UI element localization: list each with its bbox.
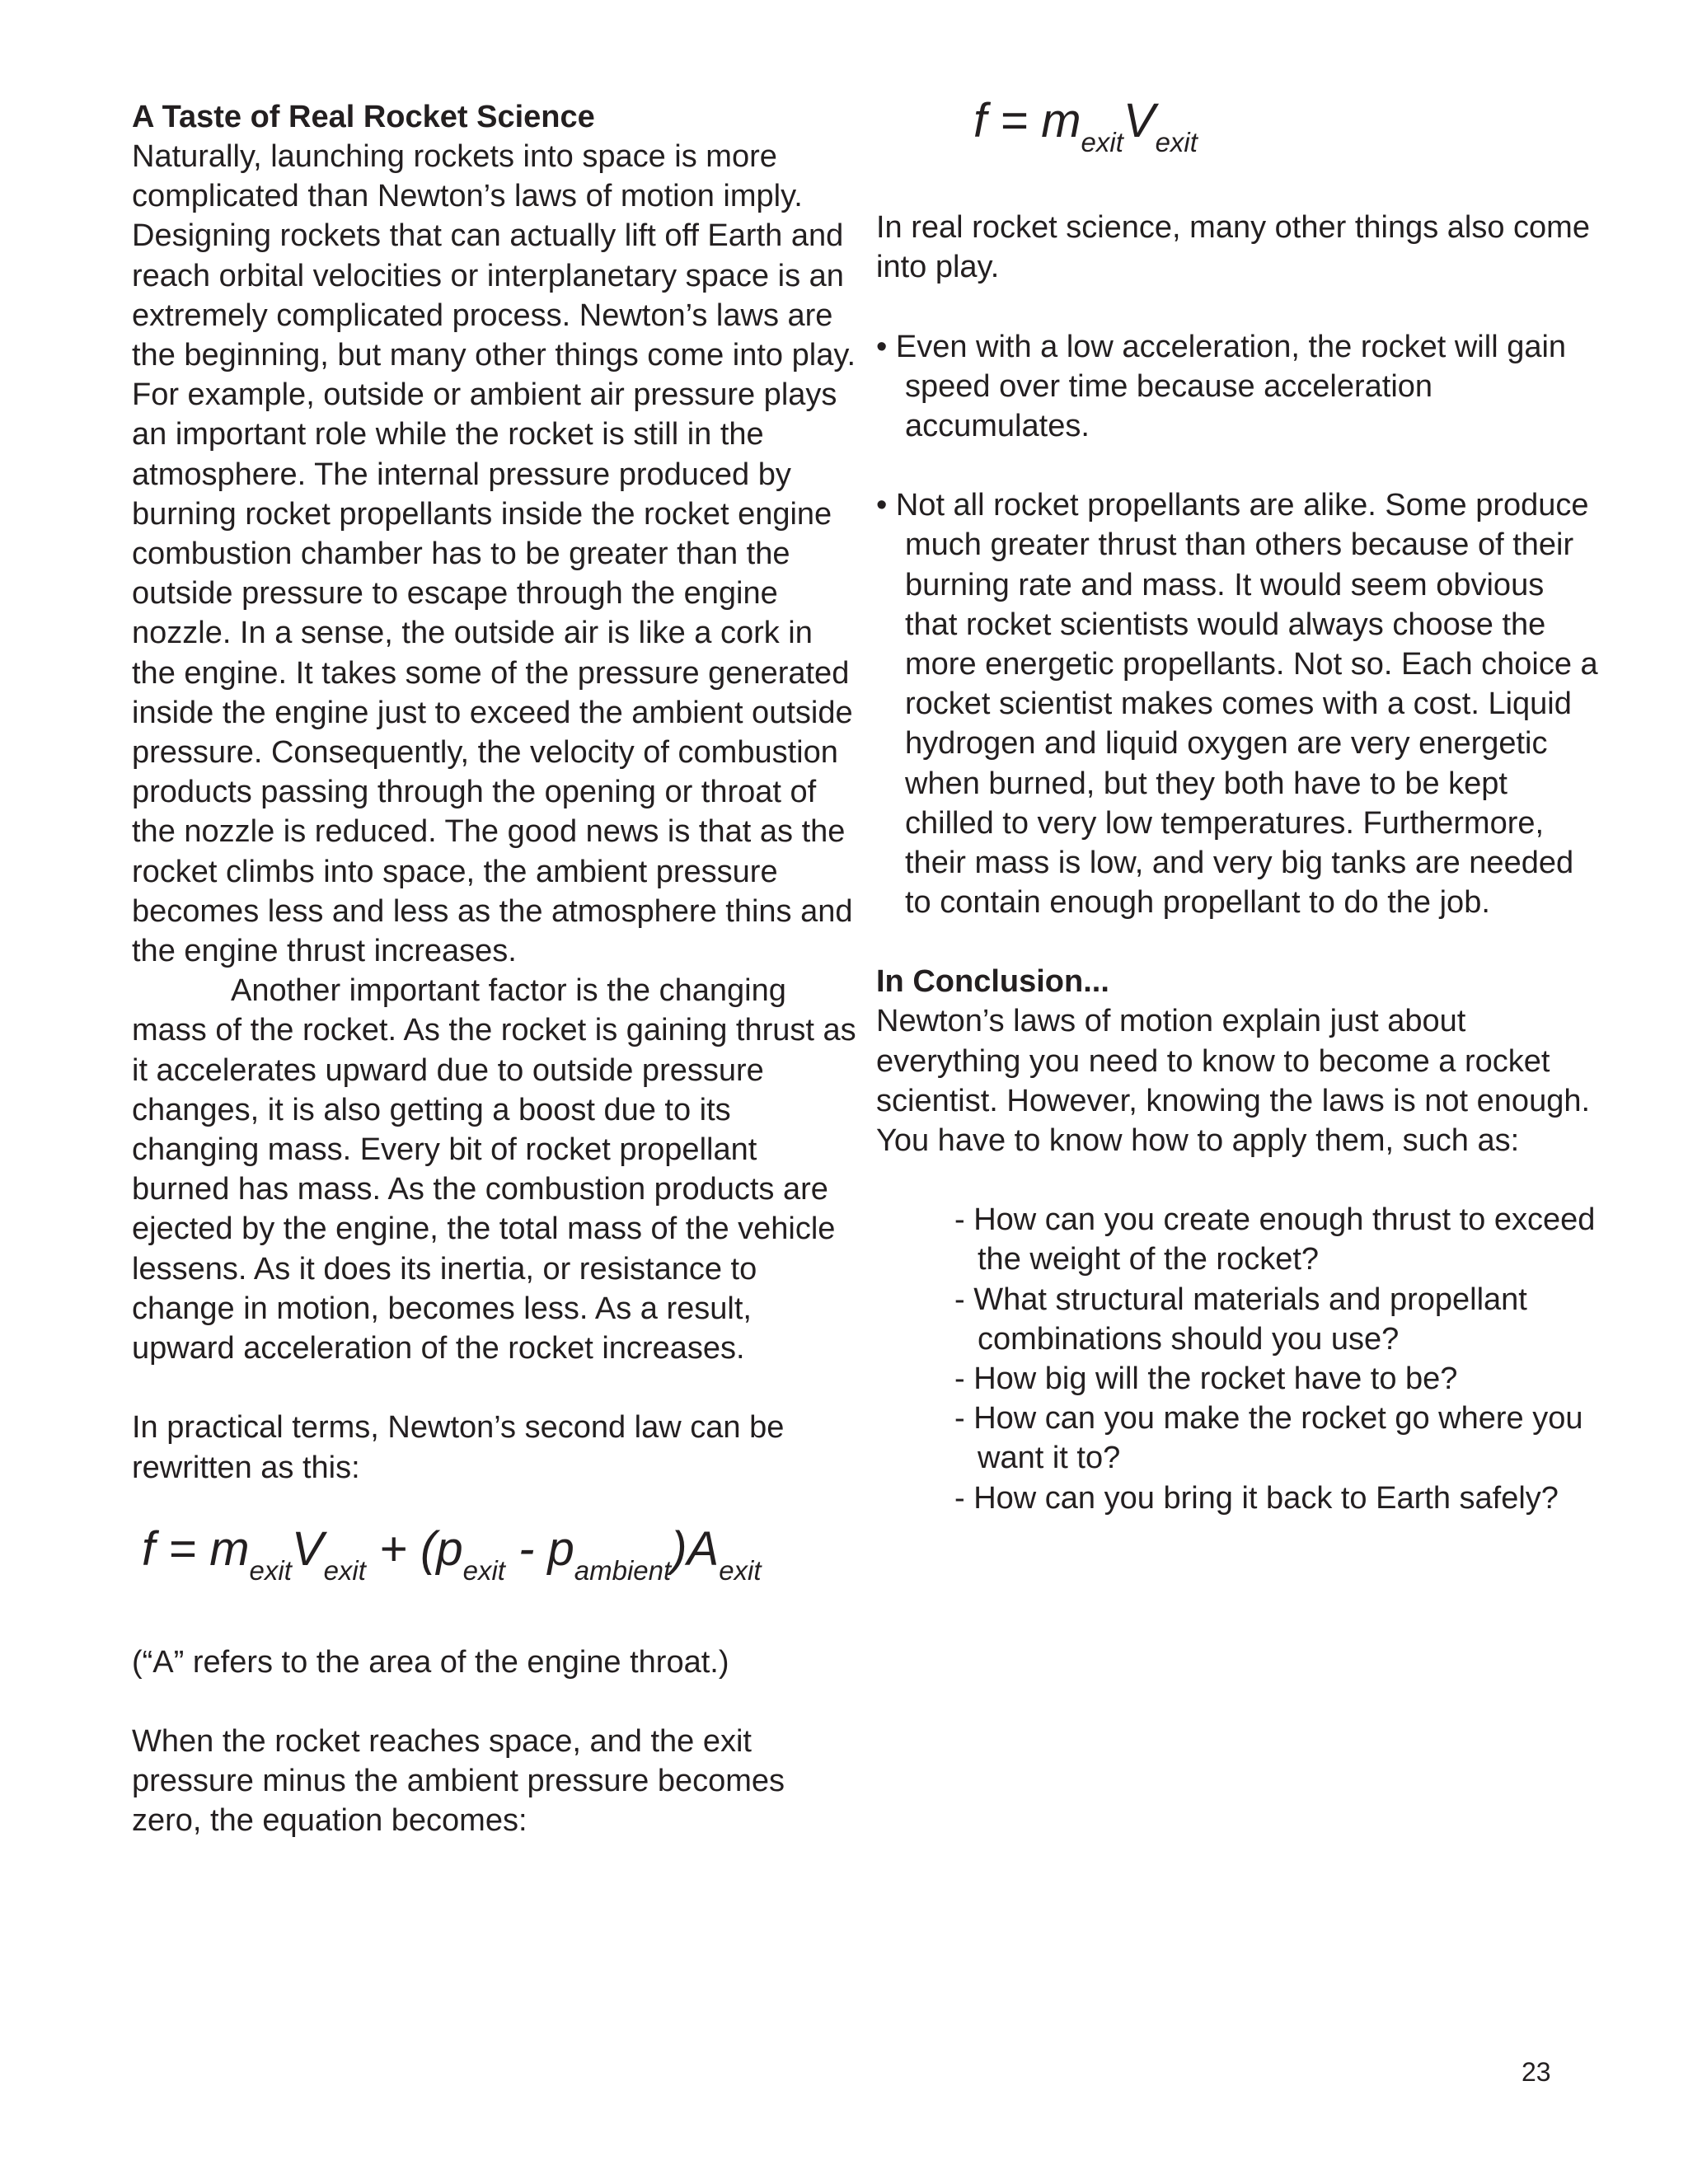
- eq2-sub-exit: exit: [1155, 127, 1198, 158]
- eq1-lead: f = m: [142, 1521, 250, 1576]
- eq1-sub-exit: exit: [719, 1554, 762, 1586]
- eq1-minus-p: - p: [504, 1521, 574, 1576]
- eq1-sub-exit: exit: [462, 1554, 505, 1586]
- bullet-item: • Not all rocket propellants are alike. Some produce much greater thrust than others because of their burning rate and mass. It would seem obvious that rocket scientists would always choose the more energetic propellants. Not so. Each choice a rocket scientist makes comes with a cost. Liquid hydrogen and liquid oxygen are very energetic when burned, but they both have to be kept chilled to very low temperatures. Furthermore, their mass is low, and very big tanks are needed to contain enough propellant to do the job.: [876, 488, 1598, 921]
- paragraph-space-equation: When the rocket reaches space, and the exit pressure minus the ambient pressure becomes zero, the equation becomes:: [132, 1724, 785, 1839]
- eq2-velocity: V: [1123, 94, 1156, 148]
- question-item: - What structural materials and propellant combinations should you use?: [954, 1282, 1527, 1357]
- paragraph-area-note: (“A” refers to the area of the engine throat.): [132, 1644, 729, 1680]
- bullet-list: [876, 327, 1601, 923]
- question-list: [876, 1200, 1601, 1518]
- eq1-plus-p: + (p: [365, 1521, 463, 1576]
- eq1-sub-exit: exit: [249, 1554, 292, 1586]
- paragraph-second-law: In practical terms, Newton’s second law can be rewritten as this:: [132, 1410, 785, 1485]
- question-item: - How can you bring it back to Earth safely?: [954, 1480, 1559, 1516]
- page-number: 23: [1522, 2057, 1551, 2087]
- thrust-equation-full: [142, 1521, 857, 1600]
- question-item: - How can you create enough thrust to exceed the weight of the rocket?: [954, 1202, 1596, 1277]
- right-column: [876, 94, 1601, 1518]
- paragraph-ambient-pressure: Naturally, launching rockets into space is more complicated than Newton’s laws of motion imply. Designing rockets that can actually lift off Earth and reach orbital velocities or interplanetary space is an extremely complicated process. Newton’s laws are the beginning, but many other things come into play. For example, outside or ambient air pressure plays an important role while the rocket is still in the atmosphere. The internal pressure produced by burning rocket propellants inside the rocket engine combustion chamber has to be greater than the outside pressure to escape through the engine nozzle. In a sense, the outside air is like a cork in the engine. It takes some of the pressure generated inside the engine just to exceed the ambient outside pressure. Consequently, the velocity of combustion products passing through the opening or throat of the nozzle is reduced. The good news is that as the rocket climbs into space, the ambient pressure becomes less and less as the atmosphere thins and the engine thrust increases.: [132, 139, 856, 969]
- eq2-sub-exit: exit: [1081, 127, 1123, 158]
- eq1-velocity: V: [291, 1521, 324, 1576]
- left-column: [132, 97, 857, 1841]
- section-heading: A Taste of Real Rocket Science: [132, 100, 595, 134]
- paragraph-other-things: In real rocket science, many other things also come into play.: [876, 210, 1590, 285]
- question-item: - How can you make the rocket go where you want it to?: [954, 1401, 1583, 1476]
- question-item: - How big will the rocket have to be?: [954, 1361, 1458, 1397]
- conclusion-heading: In Conclusion...: [876, 964, 1109, 1000]
- eq1-sub-ambient: ambient: [574, 1554, 672, 1586]
- paragraph-changing-mass: Another important factor is the changing mass of the rocket. As the rocket is gaining thrust as it accelerates upward due to outside pressure changes, it is also getting a boost due to its changing mass. Every bit of rocket propellant burned has mass. As the combustion products are ejected by the engine, the total mass of the vehicle lessens. As it does its inertia, or resistance to change in motion, becomes less. As a result, upward acceleration of the rocket increases.: [132, 973, 856, 1366]
- paragraph-conclusion: Newton’s laws of motion explain just about everything you need to know to become a rocket scientist. However, knowing the laws is not enough. You have to know how to apply them, such as:: [876, 1004, 1591, 1158]
- bullet-item: • Even with a low acceleration, the rocket will gain speed over time because acceleration accumulates.: [876, 329, 1567, 443]
- eq2-lead: f = m: [973, 94, 1081, 148]
- thrust-equation-simplified: [973, 92, 1601, 171]
- eq1-sub-exit: exit: [323, 1554, 366, 1586]
- eq1-area: )A: [671, 1521, 720, 1576]
